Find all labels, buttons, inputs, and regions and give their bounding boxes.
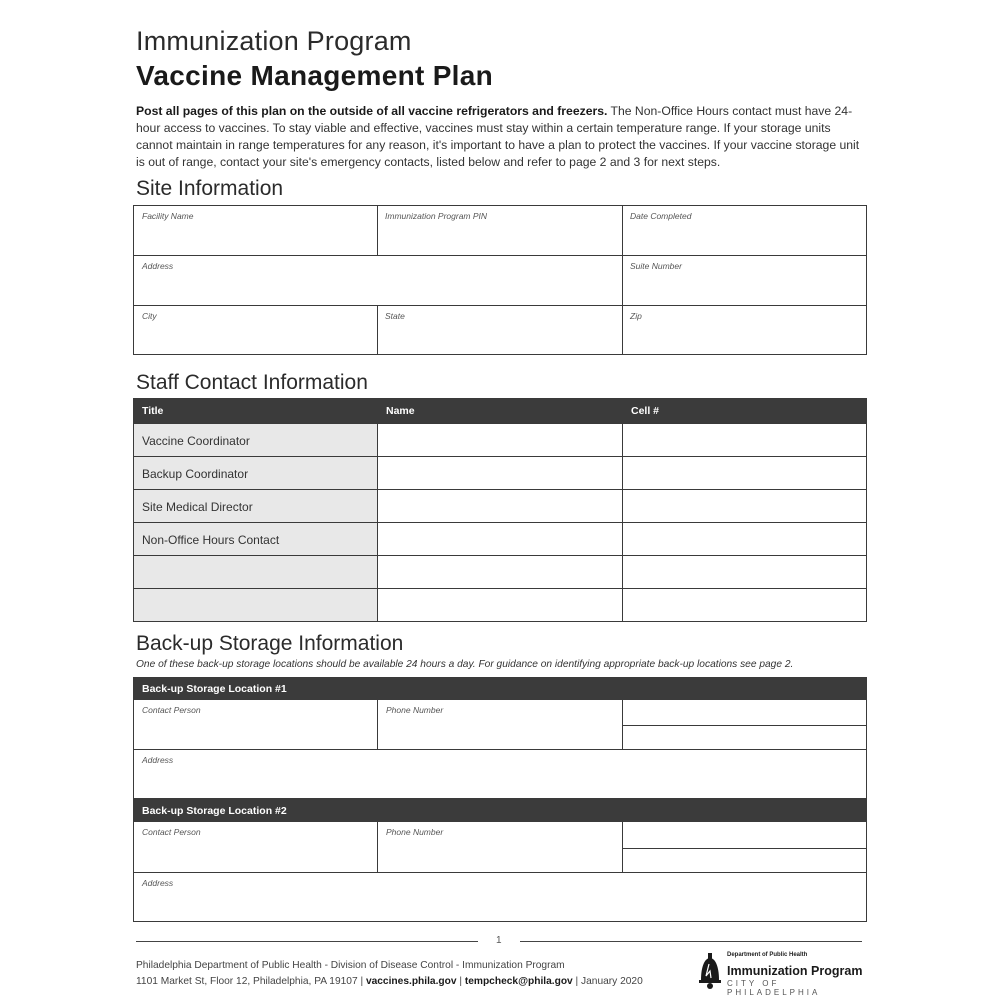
- backup-address-label: Address: [142, 755, 174, 765]
- col-divider: [377, 305, 378, 354]
- footer-rule-right: [520, 941, 862, 942]
- footer-contact-line: [136, 976, 643, 987]
- site-info-heading: Site Information: [136, 177, 284, 200]
- page-title: Vaccine Management Plan: [136, 60, 494, 91]
- immunization-program-logo: [697, 951, 872, 997]
- staff-row-non-office-hours: [134, 522, 866, 555]
- footer-rule-left: [136, 941, 478, 942]
- staff-contact-heading: Staff Contact Information: [136, 371, 368, 394]
- staff-name-input[interactable]: [378, 523, 623, 555]
- logo-city: CITY OF PHILADELPHIA: [727, 979, 821, 997]
- staff-cell-input[interactable]: [623, 523, 866, 555]
- staff-row-backup-coordinator: [134, 456, 866, 489]
- staff-cell-input[interactable]: [623, 490, 866, 522]
- footer-separator: |: [456, 976, 465, 987]
- footer-address: 1101 Market St, Floor 12, Philadelphia, PA 19107 |: [136, 976, 366, 987]
- staff-title-cell: Vaccine Coordinator: [134, 424, 378, 456]
- phone-number-field[interactable]: [378, 822, 623, 872]
- intro-text: The Non-Office Hours contact must have 24-hour access to vaccines. To stay viable and effective, vaccines must stay within a certain temperature range. If your storage units cannot maintain in range temperatures for any reason, it's important to have a plan to protect the vaccines. If your vaccine storage unit is out of range, contact your site's emergency contacts, listed below and refer to page 2 and 3 for next steps.: [136, 104, 860, 169]
- phone-number-label: Phone Number: [386, 705, 444, 715]
- footer-date: | January 2020: [572, 976, 643, 987]
- backup-location-1: [133, 677, 867, 799]
- col-divider: [622, 255, 623, 305]
- staff-cell-input[interactable]: [623, 424, 866, 456]
- site-info-table: [133, 205, 867, 355]
- staff-cell-input[interactable]: [623, 589, 866, 621]
- staff-name-input[interactable]: [378, 490, 623, 522]
- backup-location-1-header: Back-up Storage Location #1: [134, 678, 866, 700]
- row-divider: [134, 305, 866, 306]
- staff-row-blank: [134, 588, 866, 621]
- page-number: 1: [496, 935, 502, 946]
- staff-cell-input[interactable]: [623, 457, 866, 489]
- city-field[interactable]: City: [142, 311, 157, 321]
- staff-title-input[interactable]: [134, 589, 378, 621]
- extra-field-divider: [623, 848, 866, 849]
- col-divider: [622, 305, 623, 354]
- extra-field-divider: [623, 725, 866, 726]
- staff-name-input[interactable]: [378, 457, 623, 489]
- zip-field[interactable]: Zip: [630, 311, 642, 321]
- pin-field[interactable]: Immunization Program PIN: [385, 211, 488, 221]
- backup-address-label: Address: [142, 878, 174, 888]
- staff-table-header: [134, 399, 866, 423]
- phone-number-field[interactable]: [378, 700, 623, 749]
- backup-address-field[interactable]: [134, 749, 866, 798]
- staff-title-cell: Site Medical Director: [134, 490, 378, 522]
- logo-program: Immunization Program: [727, 964, 863, 978]
- date-completed-field[interactable]: Date Completed: [630, 211, 692, 221]
- suite-number-field[interactable]: Suite Number: [630, 261, 682, 271]
- name-column-header: Name: [386, 405, 415, 417]
- staff-contact-table: [133, 398, 867, 622]
- footer-email-link[interactable]: tempcheck@phila.gov: [464, 976, 573, 987]
- contact-person-field[interactable]: [134, 700, 378, 749]
- footer-department: Philadelphia Department of Public Health - Division of Disease Control - Immunization Program: [136, 960, 565, 971]
- staff-name-input[interactable]: [378, 424, 623, 456]
- program-name: Immunization Program: [136, 26, 412, 56]
- intro-bold: Post all pages of this plan on the outside of all vaccine refrigerators and freezers.: [136, 104, 608, 118]
- contact-person-label: Contact Person: [142, 705, 201, 715]
- backup-storage-heading: Back-up Storage Information: [136, 632, 404, 655]
- staff-row-site-medical-director: [134, 489, 866, 522]
- backup-location-2-header: Back-up Storage Location #2: [134, 800, 866, 822]
- col-divider: [377, 206, 378, 255]
- row-divider: [134, 255, 866, 256]
- backup-location-2: [133, 799, 867, 922]
- col-divider: [622, 206, 623, 255]
- contact-person-field[interactable]: [134, 822, 378, 872]
- state-field[interactable]: State: [385, 311, 405, 321]
- intro-paragraph: [136, 103, 868, 171]
- liberty-bell-icon: [697, 952, 723, 990]
- address-field[interactable]: Address: [142, 261, 174, 271]
- staff-title-input[interactable]: [134, 556, 378, 588]
- facility-name-field[interactable]: Facility Name: [142, 211, 194, 221]
- staff-row-vaccine-coordinator: [134, 423, 866, 456]
- staff-name-input[interactable]: [378, 556, 623, 588]
- staff-title-cell: Non-Office Hours Contact: [134, 523, 378, 555]
- title-column-header: Title: [142, 405, 164, 417]
- backup-storage-note: One of these back-up storage locations should be available 24 hours a day. For guidance on identifying appropriate back-up locations see page 2.: [136, 659, 794, 670]
- phone-number-label: Phone Number: [386, 827, 444, 837]
- staff-title-cell: Backup Coordinator: [134, 457, 378, 489]
- footer-website-link[interactable]: vaccines.phila.gov: [365, 976, 457, 987]
- backup-address-field[interactable]: [134, 872, 866, 921]
- staff-name-input[interactable]: [378, 589, 623, 621]
- contact-person-label: Contact Person: [142, 827, 201, 837]
- logo-department: Department of Public Health: [727, 952, 808, 958]
- cell-column-header: Cell #: [631, 405, 660, 417]
- staff-cell-input[interactable]: [623, 556, 866, 588]
- staff-row-blank: [134, 555, 866, 588]
